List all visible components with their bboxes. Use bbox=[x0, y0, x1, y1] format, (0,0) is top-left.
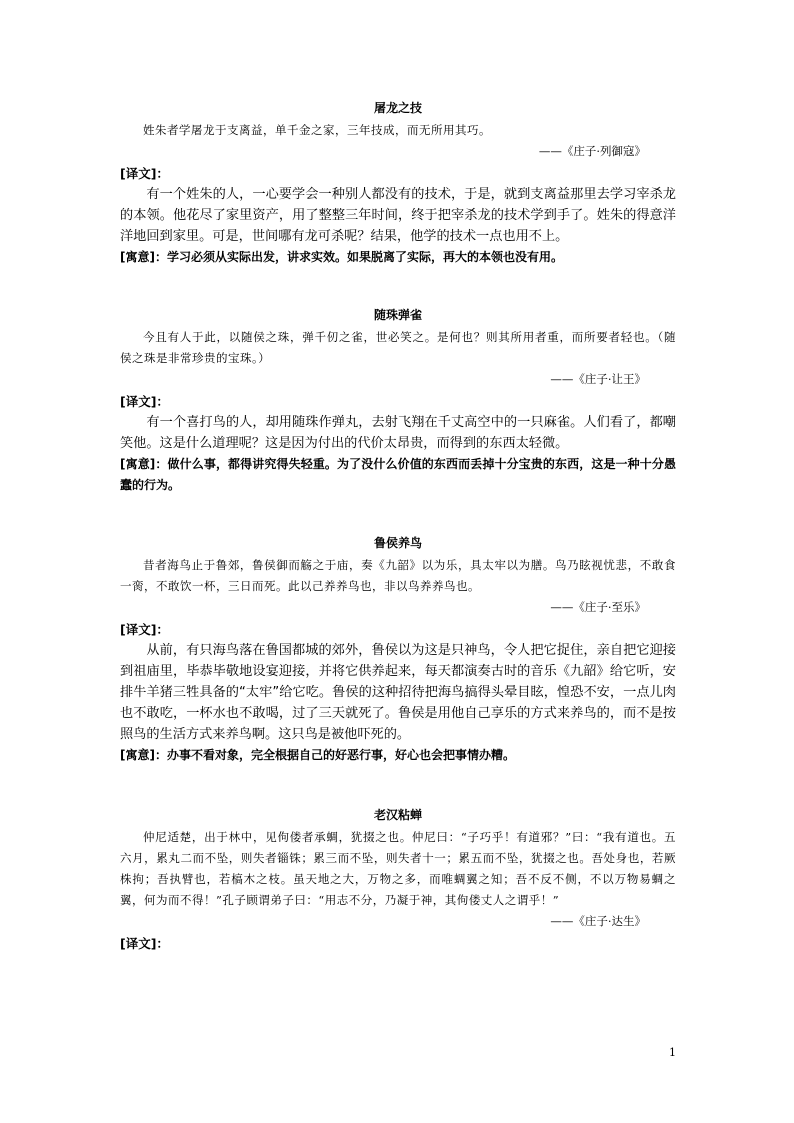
story-title: 随珠弹雀 bbox=[373, 308, 422, 322]
translation-text: 从前，有只海鸟落在鲁国都城的郊外，鲁侯以为这是只神鸟，令人把它捉住，亲自把它迎接到祖庙里，毕恭毕敬地设宴迎接，并将它供养起来，每天都演奏古时的音乐《九韶》给它听，安排牛羊猪三牲具备的“太牢”给它吃。鲁侯的这种招待把海鸟搞得头晕目眩，惶恐不安，一点儿肉也不敢吃，一杯水也不敢喝，过了三天就死了。鲁侯是用他自己享乐的方式来养鸟的，而不是按照鸟的生活方式来养鸟啊。这只鸟是被他吓死的。 bbox=[120, 643, 676, 742]
page-number: 1 bbox=[669, 1046, 676, 1059]
story-2 bbox=[120, 307, 676, 496]
moral-text: [寓意]：学习必须从实际出发，讲求实效。如果脱离了实际，再大的本领也没有用。 bbox=[120, 250, 563, 264]
translation-label: [译文]： bbox=[120, 394, 169, 409]
source-citation: ——《庄子·列御寇》 bbox=[538, 144, 646, 158]
story-title: 老汉粘蝉 bbox=[373, 808, 422, 822]
original-text: 仲尼适楚，出于林中，见佝偻者承蜩，犹掇之也。仲尼曰：“子巧乎！有道邪？”曰：“我有道也。五六月，累丸二而不坠，则失者锱铢；累三而不坠，则失者十一；累五而不坠，犹掇之也。吾处身也，若厥株拘；吾执臂也，若槁木之枝。虽天地之大，万物之多，而唯蜩翼之知；吾不反不侧，不以万物易蜩之翼，何为而不得！”孔子顾谓弟子曰：“用志不分，乃凝于神，其佝偻丈人之谓乎！” bbox=[120, 830, 676, 907]
translation-label: [译文]： bbox=[120, 936, 169, 951]
translation-label: [译文]： bbox=[120, 166, 169, 181]
story-title: 鲁侯养鸟 bbox=[373, 536, 422, 550]
translation-text: 有一个姓朱的人，一心要学会一种别人都没有的技术，于是，就到支离益那里去学习宰杀龙的本领。他花尽了家里资产，用了整整三年时间，终于把宰杀龙的技术学到手了。姓朱的得意洋洋地回到家里。可是，世间哪有龙可杀呢？结果，他学的技术一点也用不上。 bbox=[120, 187, 676, 244]
source-citation: ——《庄子·让王》 bbox=[550, 372, 646, 386]
story-title: 屠龙之技 bbox=[373, 101, 422, 115]
story-3 bbox=[120, 535, 676, 766]
story-1 bbox=[120, 100, 676, 268]
moral-text: [寓意]：做什么事，都得讲究得失轻重。为了没什么价值的东西而丢掉十分宝贵的东西，这是一种十分愚蠢的行为。 bbox=[120, 457, 676, 492]
original-text: 今且有人于此，以随侯之珠，弹千仞之雀，世必笑之。是何也？则其所用者重，而所要者轻也。（随侯之珠是非常珍贵的宝珠。） bbox=[120, 330, 676, 365]
source-citation: ——《庄子·至乐》 bbox=[550, 600, 646, 614]
original-text: 昔者海鸟止于鲁郊，鲁侯御而觞之于庙，奏《九韶》以为乐，具太牢以为膳。鸟乃眩视忧悲，不敢食一脔，不敢饮一杯，三日而死。此以己养养鸟也，非以鸟养养鸟也。 bbox=[120, 558, 676, 593]
story-4 bbox=[120, 807, 676, 954]
translation-label: [译文]： bbox=[120, 622, 169, 637]
translation-text: 有一个喜打鸟的人，却用随珠作弹丸，去射飞翔在千丈高空中的一只麻雀。人们看了，都嘲笑他。这是什么道理呢？这是因为付出的代价太昂贵，而得到的东西太轻微。 bbox=[120, 415, 676, 451]
source-citation: ——《庄子·达生》 bbox=[550, 914, 646, 928]
moral-text: [寓意]：办事不看对象，完全根据自己的好恶行事，好心也会把事情办糟。 bbox=[120, 748, 515, 762]
original-text: 姓朱者学屠龙于支离益，单千金之家，三年技成，而无所用其巧。 bbox=[143, 123, 491, 137]
